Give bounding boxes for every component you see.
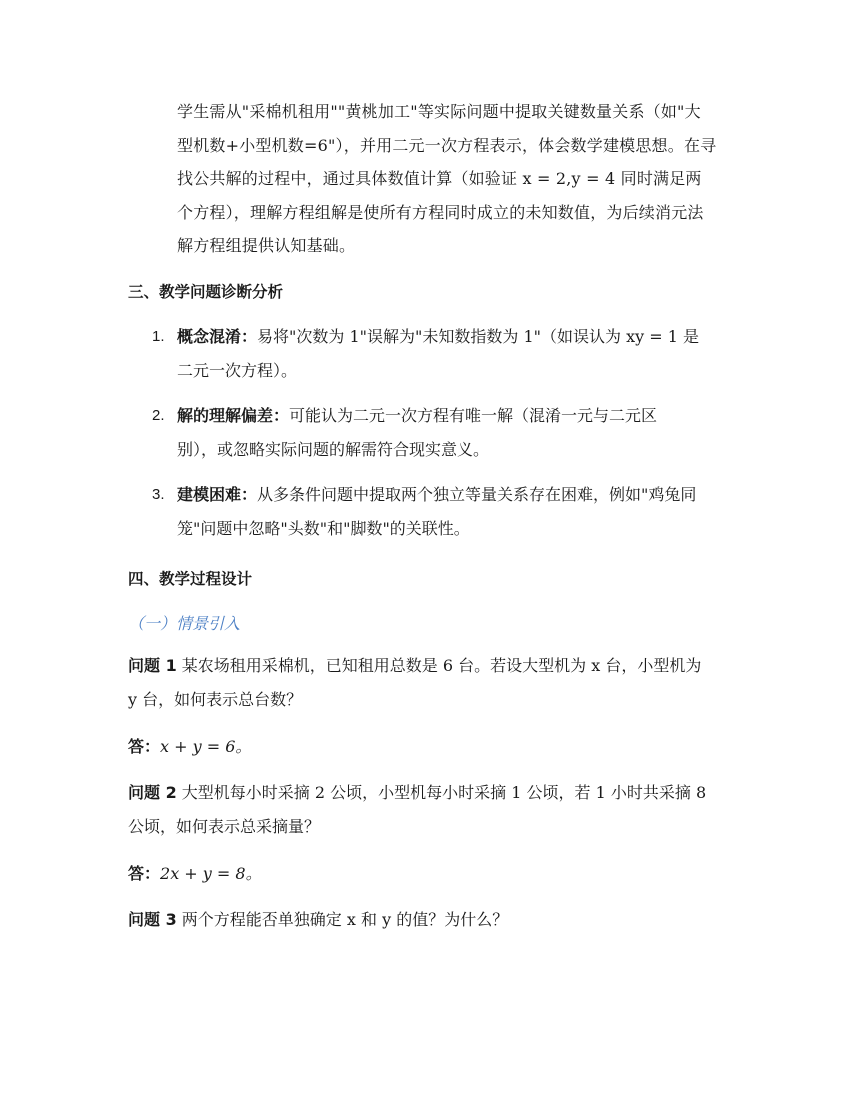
paragraph-line: 型机数+小型机数=6"），并用二元一次方程表示，体会数学建模思想。在寻 <box>177 135 717 155</box>
answer-text: x + y = 6。 <box>160 737 252 756</box>
question-label: 问题 1 <box>128 656 177 675</box>
item-text: 从多条件问题中提取两个独立等量关系存在困难，例如"鸡兔同 <box>257 485 697 504</box>
answer-label: 答： <box>128 737 161 756</box>
item-text: 易将"次数为 1"误解为"未知数指数为 1"（如误认为 xy = 1 是 <box>257 327 699 346</box>
answer-label: 答： <box>128 864 161 883</box>
question-label: 问题 3 <box>128 910 177 929</box>
item-text: 别），或忽略实际问题的解需符合现实意义。 <box>177 439 490 459</box>
question-text: 某农场租用采棉机，已知租用总数是 6 台。若设大型机为 x 台，小型机为 <box>176 656 702 675</box>
answer-text: 2x + y = 8。 <box>160 864 262 883</box>
intro-paragraph <box>177 95 737 263</box>
item-label: 解的理解偏差： <box>177 406 290 425</box>
item-label: 建模困难： <box>177 485 258 504</box>
paragraph-line: 解方程组提供认知基础。 <box>177 236 356 255</box>
question-text: 公顷，如何表示总采摘量？ <box>128 816 321 836</box>
paragraph-line: 找公共解的过程中，通过具体数值计算（如验证 x = 2,y = 4 同时满足两 <box>177 169 702 188</box>
question-text: 两个方程能否单独确定 x 和 y 的值？为什么？ <box>176 910 509 929</box>
section-heading: 四、教学过程设计 <box>128 570 253 588</box>
item-text: 可能认为二元一次方程有唯一解（混淆一元与二元区 <box>289 406 658 425</box>
section-heading: 三、教学问题诊断分析 <box>128 283 284 301</box>
question-block <box>128 903 738 937</box>
paragraph-line: 个方程），理解方程组解是使所有方程同时成立的未知数值，为后续消元法 <box>177 202 704 222</box>
question-label: 问题 2 <box>128 783 177 802</box>
question-block <box>128 649 738 716</box>
answer-block <box>128 857 738 891</box>
answer-block <box>128 730 738 764</box>
list-number: 3. <box>152 486 165 503</box>
list-number: 1. <box>152 328 165 345</box>
question-text: 大型机每小时采摘 2 公顷，小型机每小时采摘 1 公顷，若 1 小时共采摘 8 <box>176 783 707 802</box>
item-label: 概念混淆： <box>177 327 258 346</box>
paragraph-line: 学生需从"采棉机租用""黄桃加工"等实际问题中提取关键数量关系（如"大 <box>177 102 701 121</box>
question-block <box>128 776 738 843</box>
item-text: 笼"问题中忽略"头数"和"脚数"的关联性。 <box>177 518 470 538</box>
subsection-heading: （一）情景引入 <box>128 614 241 633</box>
question-text: y 台，如何表示总台数？ <box>128 689 303 709</box>
item-text: 二元一次方程）。 <box>177 360 298 380</box>
list-number: 2. <box>152 407 165 424</box>
